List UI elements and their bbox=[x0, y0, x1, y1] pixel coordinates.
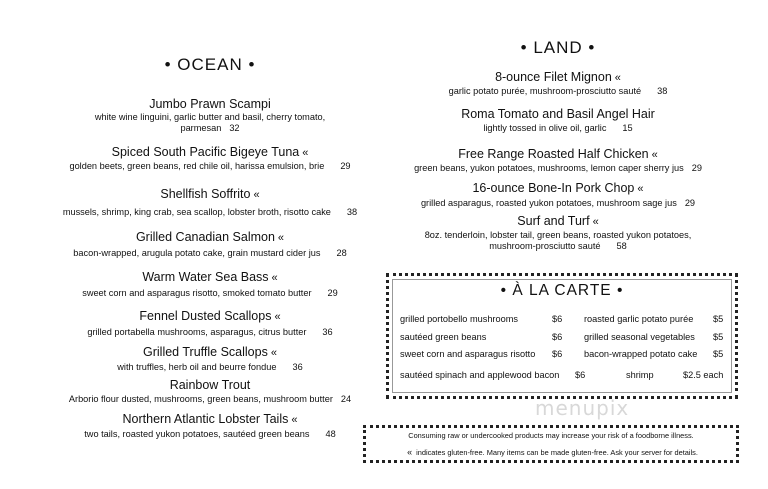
item-name: Rainbow Trout bbox=[169, 378, 251, 392]
carte-item-name: shrimp bbox=[626, 370, 654, 380]
menu-item-canadian-salmon bbox=[45, 230, 375, 259]
carte-item-price: $2.5 each bbox=[683, 370, 724, 380]
gluten-free-icon: « bbox=[592, 216, 599, 228]
carte-item-price: $6 bbox=[575, 370, 586, 380]
carte-item-price: $5 bbox=[713, 314, 724, 324]
item-price: 24 bbox=[340, 394, 352, 404]
gluten-free-icon: « bbox=[291, 414, 298, 426]
gluten-free-icon: « bbox=[271, 272, 278, 284]
item-description: garlic potato purée, mushroom-prosciutto sauté 38 bbox=[448, 86, 668, 96]
menu-item-sea-bass bbox=[45, 270, 375, 299]
menu-item-shellfish-soffrito bbox=[45, 187, 375, 218]
menu-item-pork-chop bbox=[393, 181, 723, 209]
gluten-free-icon: « bbox=[651, 149, 658, 161]
carte-item-name: sautéed spinach and applewood bacon bbox=[400, 370, 560, 380]
item-description: 8oz. tenderloin, lobster tail, green beans, roasted yukon potatoes, bbox=[424, 230, 692, 240]
menu-item-angel-hair bbox=[393, 107, 723, 134]
item-description: grilled asparagus, roasted yukon potatoes, mushroom sage jus 29 bbox=[420, 198, 696, 208]
menu-item-truffle-scallops bbox=[45, 345, 375, 373]
item-description: golden beets, green beans, red chile oil, harissa emulsion, brie 29 bbox=[69, 161, 351, 171]
item-price: 58 bbox=[616, 241, 627, 251]
menu-item-surf-and-turf bbox=[393, 214, 723, 252]
item-price: 36 bbox=[292, 362, 303, 372]
item-name: Grilled Truffle Scallops « bbox=[143, 345, 277, 359]
item-name: Spiced South Pacific Bigeye Tuna « bbox=[111, 145, 309, 159]
menu-item-filet-mignon bbox=[393, 70, 723, 97]
menupix-watermark: menupix bbox=[535, 396, 630, 420]
item-name: 16-ounce Bone-In Pork Chop « bbox=[472, 181, 644, 195]
gluten-free-icon: « bbox=[253, 189, 260, 201]
item-name: Fennel Dusted Scallops « bbox=[139, 309, 281, 323]
item-description: sweet corn and asparagus risotto, smoked tomato butter 29 bbox=[82, 288, 338, 298]
carte-item-price: $5 bbox=[713, 349, 724, 359]
item-name: Grilled Canadian Salmon « bbox=[135, 230, 285, 244]
item-name: Roma Tomato and Basil Angel Hair bbox=[461, 107, 655, 121]
gluten-free-icon: « bbox=[614, 72, 621, 84]
carte-item-price: $5 bbox=[713, 332, 724, 342]
item-description: green beans, yukon potatoes, mushrooms, lemon caper sherry jus 29 bbox=[414, 163, 702, 173]
item-price: 29 bbox=[327, 288, 338, 298]
item-description: mussels, shrimp, king crab, sea scallop, lobster broth, risotto cake 38 bbox=[62, 207, 358, 217]
gluten-free-notice: « indicates gluten-free. Many items can be made gluten-free. Ask your server for details. bbox=[407, 447, 698, 457]
gluten-free-icon: « bbox=[637, 183, 644, 195]
carte-item-name: sautéed green beans bbox=[400, 332, 487, 342]
menu-item-half-chicken bbox=[393, 147, 723, 174]
item-description: Arborio flour dusted, mushrooms, green beans, mushroom butter 24 bbox=[68, 394, 352, 404]
gluten-free-icon: « bbox=[277, 232, 285, 244]
item-price: 38 bbox=[657, 86, 668, 96]
gluten-free-icon: « bbox=[274, 311, 281, 323]
carte-item-price: $6 bbox=[552, 349, 563, 359]
item-description-cont: mushroom-prosciutto sauté 58 bbox=[489, 241, 627, 251]
item-price: 29 bbox=[691, 163, 702, 173]
menu-item-rainbow-trout bbox=[45, 378, 375, 405]
item-price: 48 bbox=[325, 429, 336, 439]
item-description: two tails, roasted yukon potatoes, sautéed green beans 48 bbox=[84, 429, 336, 439]
carte-item-name: grilled seasonal vegetables bbox=[584, 332, 695, 342]
item-description: white wine linguini, garlic butter and basil, cherry tomato, bbox=[94, 112, 326, 122]
carte-item-price: $6 bbox=[552, 314, 563, 324]
item-name: Northern Atlantic Lobster Tails « bbox=[122, 412, 298, 426]
ocean-heading: • OCEAN • bbox=[164, 55, 256, 74]
menu-item-lobster-tails bbox=[45, 412, 375, 440]
item-price: 36 bbox=[322, 327, 333, 337]
item-name: Surf and Turf « bbox=[517, 214, 599, 228]
item-price: 15 bbox=[622, 123, 633, 133]
carte-item-price: $6 bbox=[552, 332, 563, 342]
gluten-free-icon: « bbox=[407, 447, 413, 457]
item-price: 28 bbox=[336, 248, 347, 258]
item-description: bacon-wrapped, arugula potato cake, grain mustard cider jus 28 bbox=[73, 248, 347, 258]
item-name: 8-ounce Filet Mignon « bbox=[495, 70, 621, 84]
land-heading: • LAND • bbox=[520, 38, 596, 57]
gluten-free-icon: « bbox=[270, 347, 277, 359]
item-description: grilled portabella mushrooms, asparagus, citrus butter 36 bbox=[87, 327, 333, 337]
item-name: Warm Water Sea Bass « bbox=[142, 270, 278, 284]
item-description: lightly tossed in olive oil, garlic 15 bbox=[483, 123, 633, 133]
item-name: Shellfish Soffrito « bbox=[160, 187, 260, 201]
item-price: 29 bbox=[340, 161, 351, 171]
menu-item-bigeye-tuna bbox=[45, 145, 375, 172]
item-description-cont: parmesan 32 bbox=[180, 123, 240, 133]
carte-item-name: grilled portobello mushrooms bbox=[400, 314, 518, 324]
menu-item-fennel-scallops bbox=[45, 309, 375, 338]
item-price: 38 bbox=[346, 207, 358, 217]
item-name: Jumbo Prawn Scampi bbox=[149, 97, 271, 111]
carte-item-name: roasted garlic potato purée bbox=[584, 314, 694, 324]
item-price: 32 bbox=[229, 123, 240, 133]
menu-item-jumbo-prawn-scampi bbox=[45, 97, 375, 134]
item-price: 29 bbox=[684, 198, 696, 208]
gluten-free-icon: « bbox=[302, 147, 309, 159]
item-name: Free Range Roasted Half Chicken « bbox=[458, 147, 658, 161]
a-la-carte-heading: • À LA CARTE • bbox=[480, 282, 644, 300]
carte-item-name: bacon-wrapped potato cake bbox=[584, 349, 698, 359]
foodborne-illness-notice: Consuming raw or undercooked products may increase your risk of a foodborne illness. bbox=[408, 431, 694, 440]
item-description: with truffles, herb oil and beurre fondue 36 bbox=[117, 362, 303, 372]
carte-item-name: sweet corn and asparagus risotto bbox=[400, 349, 536, 359]
